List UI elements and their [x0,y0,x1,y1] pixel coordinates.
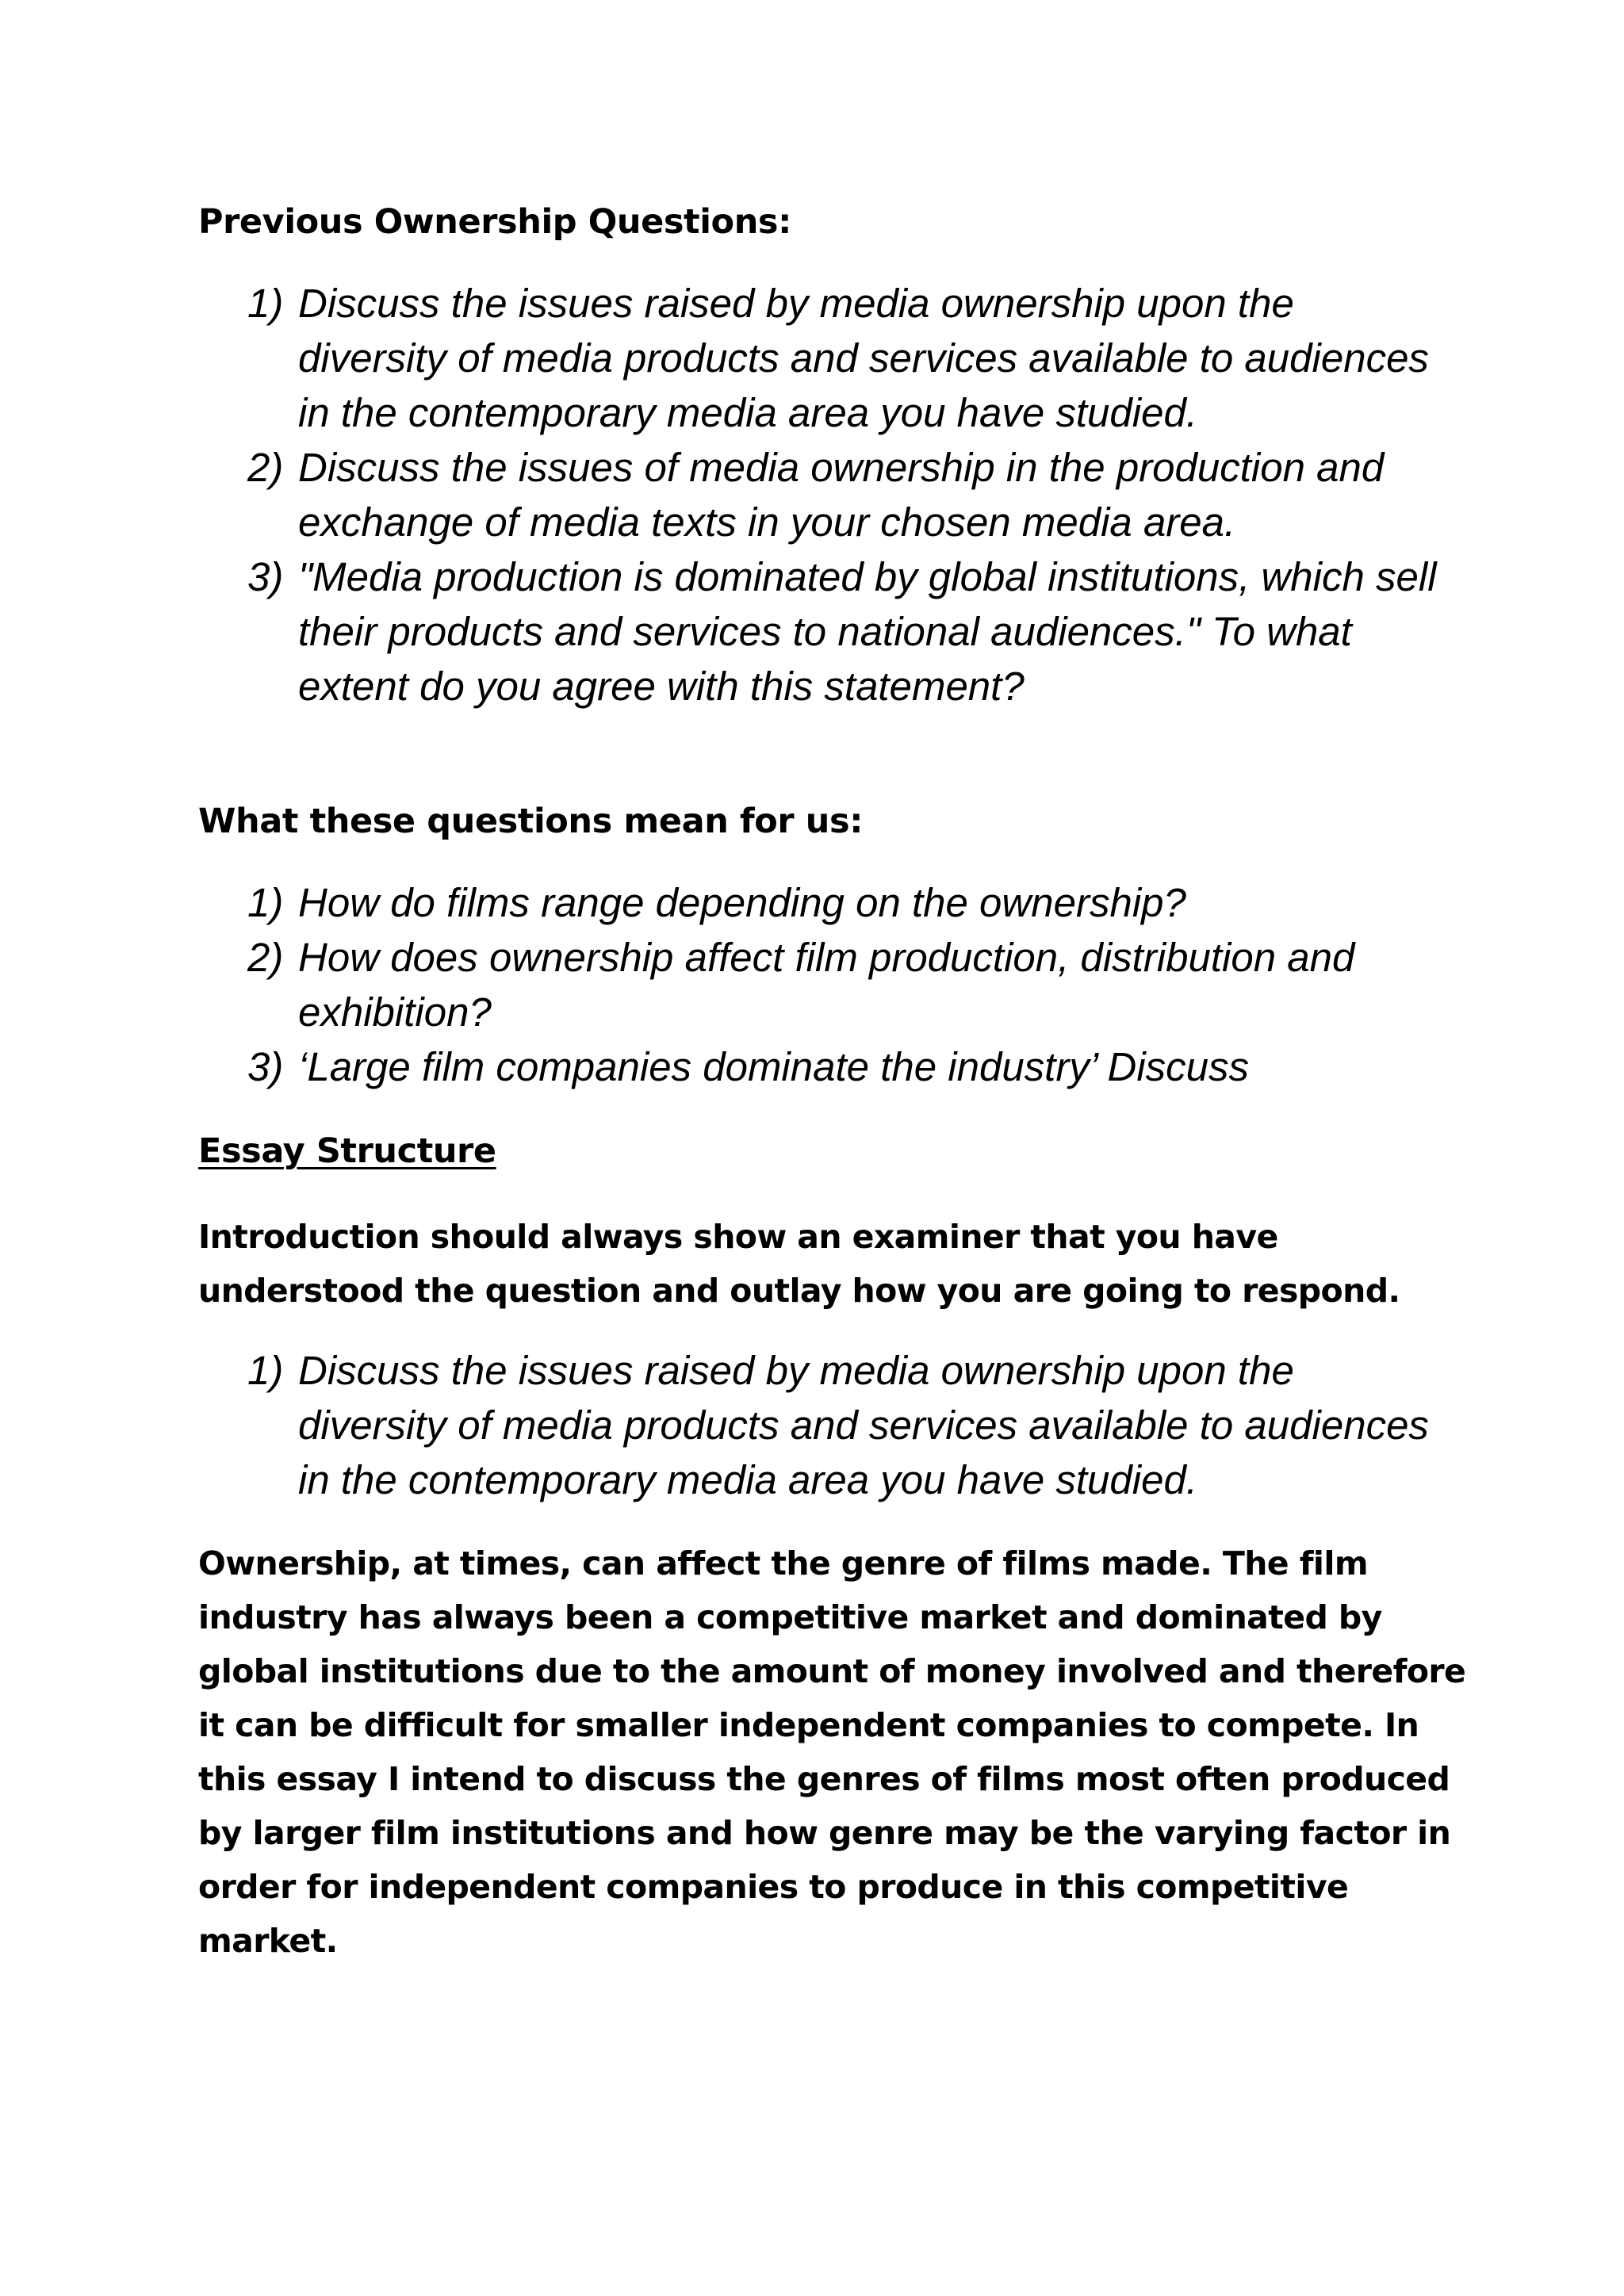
list-item [247,549,1437,714]
item-text: How do films range depending on the ownership? [298,880,1186,925]
intro-guidance-text: Introduction should always show an examiner that you have understood the question and outlay how you are going to respond. [198,1218,1400,1310]
item-number: 3) [247,1044,284,1089]
item-number: 2) [247,445,284,490]
essay-structure-heading: Essay Structure [198,1131,496,1171]
item-text: ‘Large film companies dominate the industry’ Discuss [298,1044,1250,1089]
list-item [247,1343,1437,1507]
item-number: 3) [247,554,284,599]
list-item [247,440,1437,549]
essay-question-list [247,1343,1437,1507]
list-item [247,875,1437,930]
list-item [247,276,1437,440]
item-number: 1) [247,281,284,326]
meaning-questions-list [247,875,1437,1094]
list-item [247,930,1437,1039]
item-text: Discuss the issues raised by media ownership upon the diversity of media products and services available to audiences in the contemporary media area you have studied. [298,1348,1429,1502]
meaning-heading: What these questions mean for us: [198,802,864,841]
item-number: 1) [247,880,284,925]
previous-questions-list [247,276,1437,714]
item-number: 1) [247,1348,284,1393]
previous-questions-heading: Previous Ownership Questions: [198,202,791,242]
item-number: 2) [247,935,284,980]
item-text: Discuss the issues of media ownership in the production and exchange of media texts in your chosen media area. [298,445,1385,545]
item-text: How does ownership affect film production, distribution and exhibition? [298,935,1355,1035]
item-text: Discuss the issues raised by media ownership upon the diversity of media products and services available to audiences in the contemporary media area you have studied. [298,281,1429,435]
item-text: "Media production is dominated by global institutions, which sell their products and services to national audiences." To what extent do you agree with this statement? [298,554,1437,709]
list-item [247,1039,1437,1094]
essay-body-paragraph: Ownership, at times, can affect the genre of films made. The film industry has always been a competitive market and dominated by global institutions due to the amount of money involved and therefore it can be difficult for smaller independent companies to compete. In this essay I intend to discuss the genres of films most often produced by larger film institutions and how genre may be the varying factor in order for independent companies to produce in this competitive market. [198,1544,1466,1960]
